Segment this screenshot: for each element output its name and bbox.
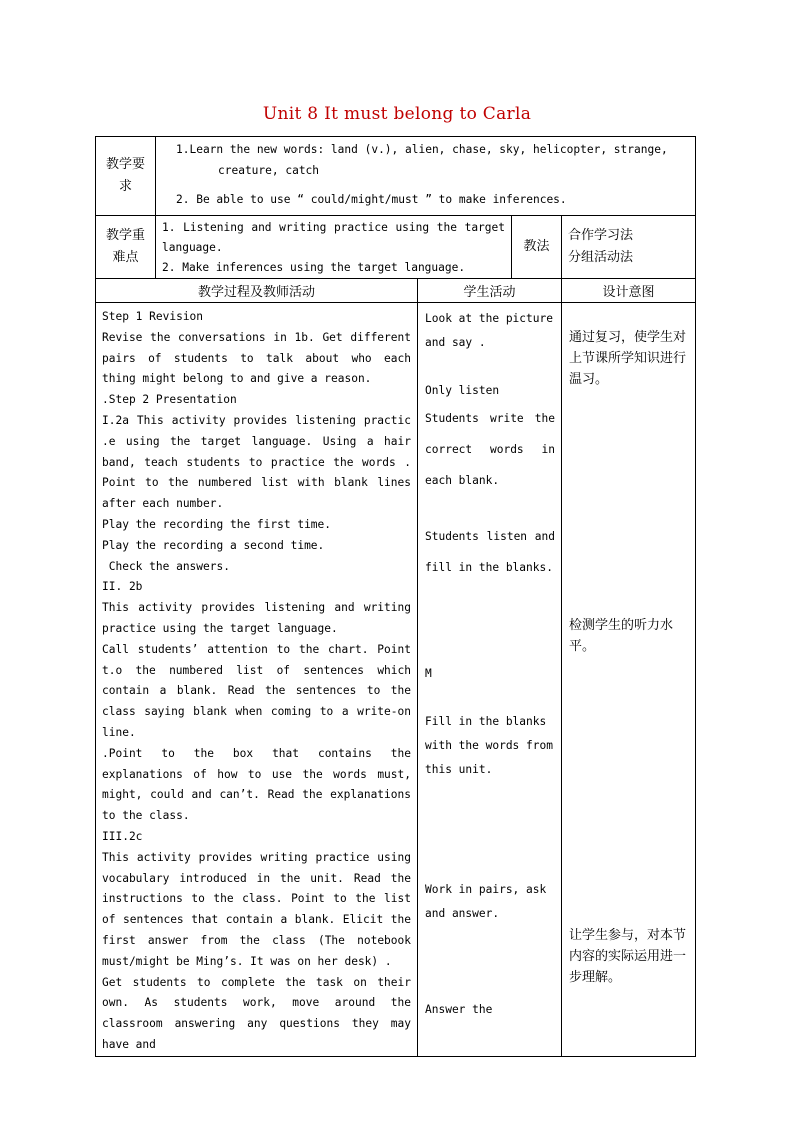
design-listening: 检测学生的听力水平。 xyxy=(569,618,674,654)
activity-2a-text: I.2a This activity provides listening practic .e using the target language. Using a hair band, teach students to practice the words . Point to the numbered list with blank lines after each number. xyxy=(102,413,411,511)
methods-content xyxy=(562,216,696,279)
process-cell xyxy=(96,303,418,1057)
document-title: Unit 8 It must belong to Carla xyxy=(262,104,532,124)
activity-2c-text: Get students to complete the task on their own. As students work, move around the classroom answering any questions they may have and xyxy=(102,975,411,1051)
method-item: 分组活动法 xyxy=(568,250,634,265)
objective-item: 2. Be able to use “ could/might/must ” to make inferences. xyxy=(176,192,567,206)
objective-item: 1.Learn the new words: land (v.), alien, chase, sky, helicopter, strange, xyxy=(176,143,668,156)
header-student: 学生活动 xyxy=(418,279,562,303)
activity-2c-text: This activity provides writing practice using vocabulary introduced in the unit. Read the instructions to the class. Point to the list of sentences that contain a blank. Elicit the first answer from the class (The notebook must/might be Ming’s. It was on her desk) . xyxy=(102,850,411,968)
student-mark: M xyxy=(425,667,432,680)
design-cell xyxy=(562,303,696,1057)
student-look: Look at the picture and say . xyxy=(425,312,553,349)
header-process: 教学过程及教师活动 xyxy=(96,279,418,303)
step1-title: Step 1 Revision xyxy=(102,310,204,323)
student-pairs: Work in pairs, ask and answer. xyxy=(425,883,547,920)
activity-2b-text: .Point to the box that contains the explanations of how to use the words must, might, could and can’t. Read the explanations to the class. xyxy=(102,746,411,823)
key-point-item: 1. Listening and writing practice using the target language. xyxy=(162,221,505,254)
student-listen: Only listen xyxy=(425,384,500,397)
objectives-label: 教学要求 xyxy=(96,137,156,216)
body-row xyxy=(96,303,696,1057)
method-item: 合作学习法 xyxy=(568,228,634,243)
student-write: Students write the correct words in each blank. xyxy=(425,412,555,487)
activity-2b-text: Call students’ attention to the chart. Point t.o the numbered list of sentences which contain a blank. Read the sentences to the class saying blank when coming to a write-on line. xyxy=(102,642,411,739)
student-cell xyxy=(418,303,562,1057)
design-review: 通过复习，使学生对上节课所学知识进行温习。 xyxy=(569,330,687,387)
activity-2b-title: II. 2b xyxy=(102,580,143,594)
activity-2c-title: III.2c xyxy=(102,829,143,843)
method-label: 教法 xyxy=(512,216,562,279)
step1-text: Revise the conversations in 1b. Get different pairs of students to talk about who each thing might belong to and give a reason. xyxy=(102,330,411,386)
play-second: Play the recording a second time. xyxy=(102,538,325,552)
activity-2b-text: This activity provides listening and writing practice using the target language. xyxy=(102,601,411,635)
student-fill-unit: Fill in the blanks with the words from this unit. xyxy=(425,715,553,776)
play-first: Play the recording the first time. xyxy=(102,517,332,531)
objectives-row xyxy=(96,137,696,216)
design-participate: 让学生参与，对本节内容的实际运用进一步理解。 xyxy=(569,928,687,985)
objective-item: creature, catch xyxy=(218,163,320,177)
key-point-item: 2. Make inferences using the target language. xyxy=(162,261,466,274)
key-points-row xyxy=(96,216,696,279)
step2-title: .Step 2 Presentation xyxy=(102,393,237,407)
header-design: 设计意图 xyxy=(562,279,696,303)
student-answer: Answer the xyxy=(425,1003,493,1016)
check-answers: Check the answers. xyxy=(102,559,230,573)
objectives-content xyxy=(156,137,696,216)
header-row xyxy=(96,279,696,303)
lesson-plan-table xyxy=(95,136,696,1057)
key-points-label: 教学重难点 xyxy=(96,216,156,279)
student-fill: Students listen and fill in the blanks. xyxy=(425,530,555,574)
key-points-content xyxy=(156,216,512,279)
